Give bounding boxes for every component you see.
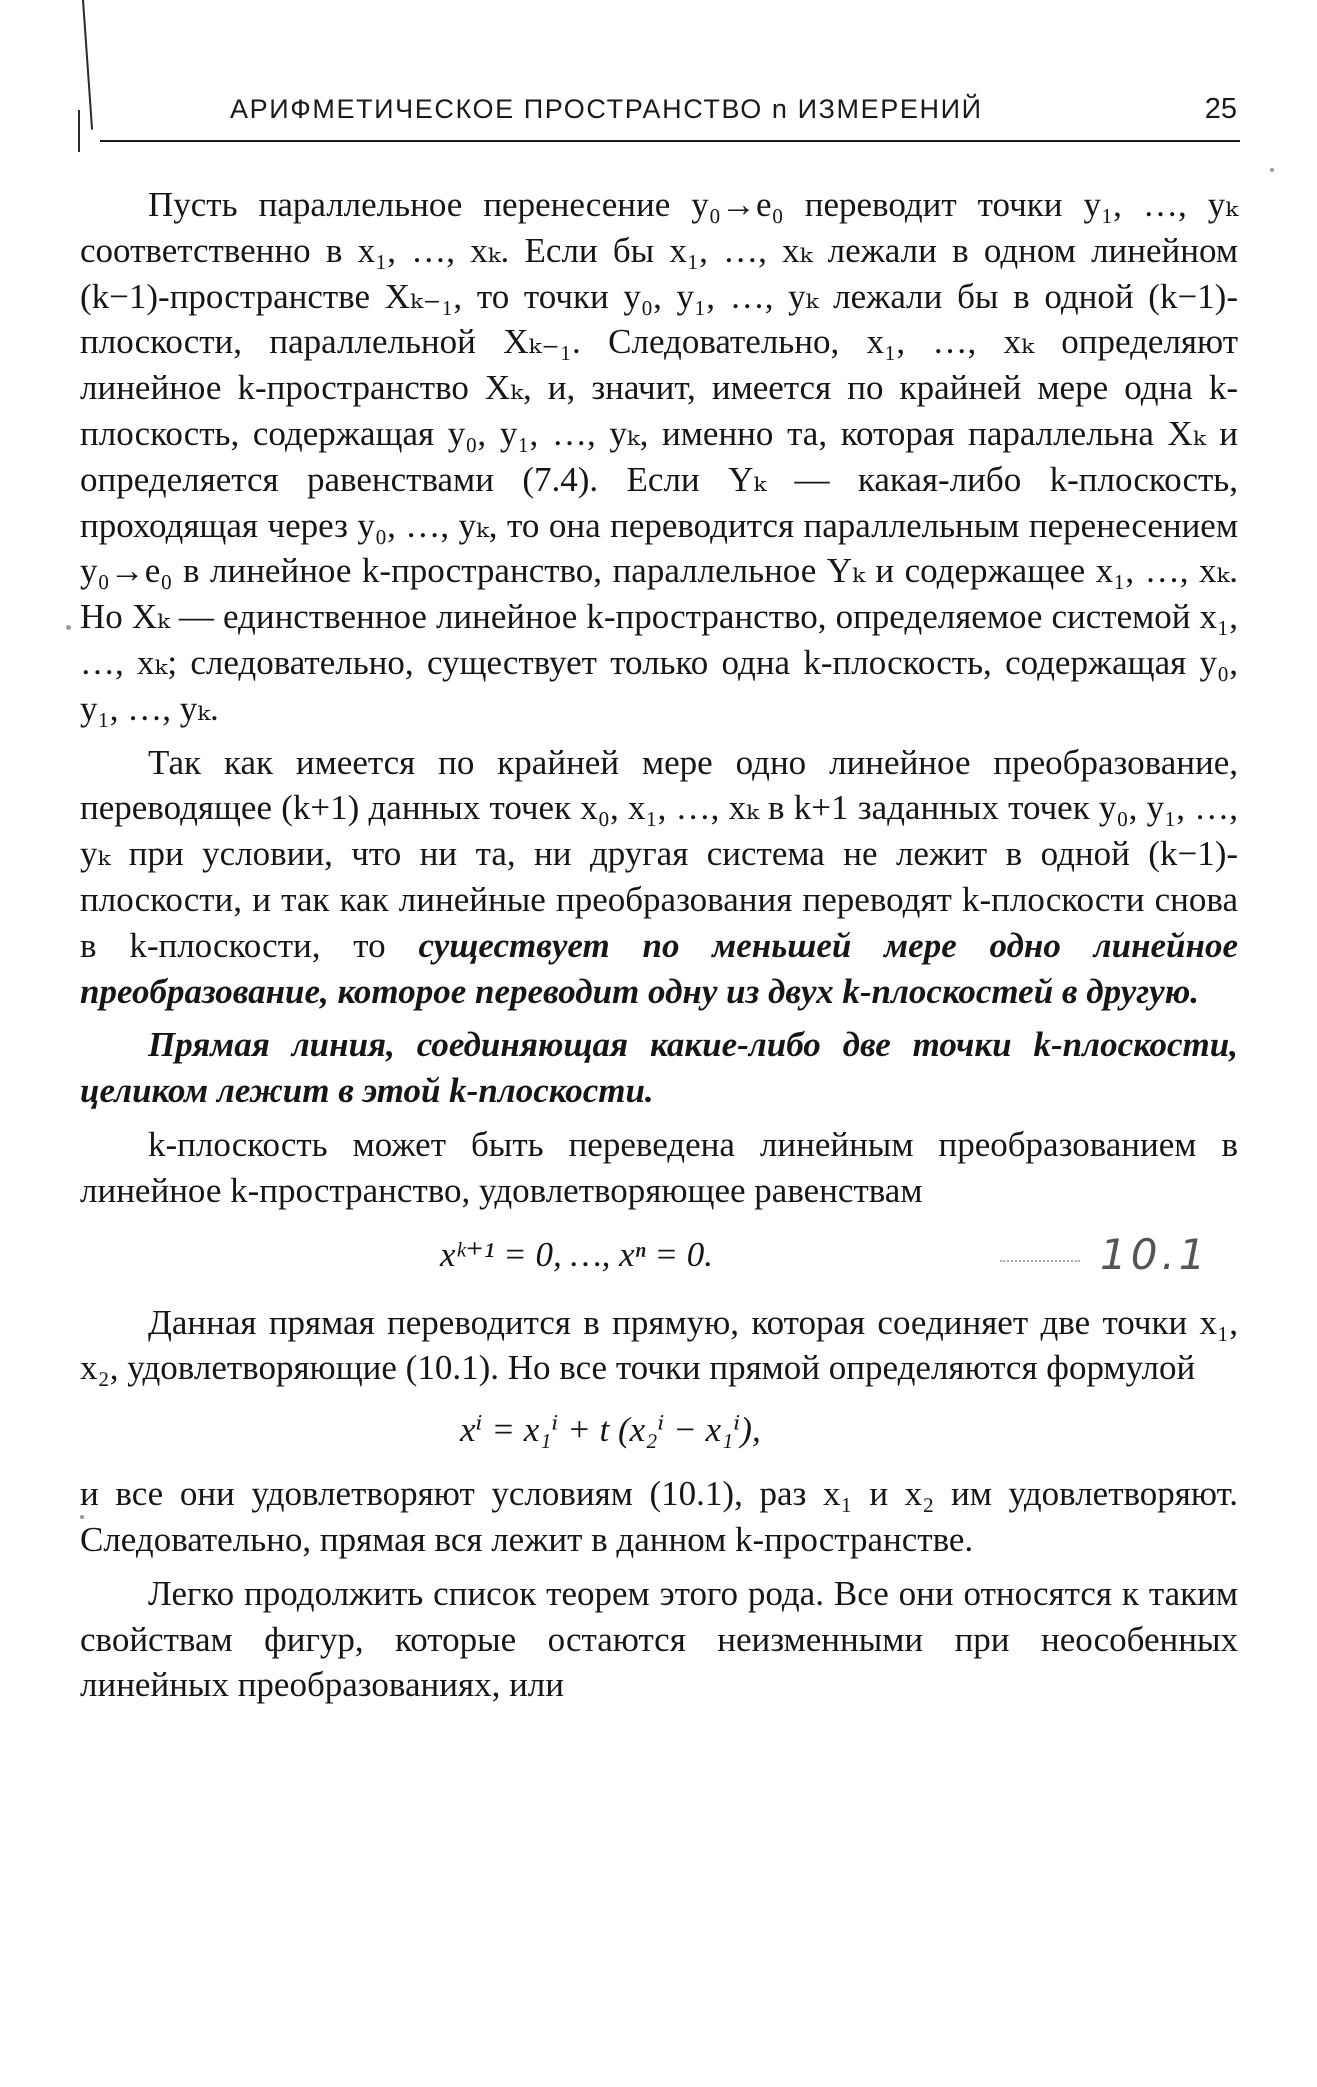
formula-10-1-expression: xᵏ⁺¹ = 0, …, xⁿ = 0. xyxy=(440,1234,714,1274)
paragraph-5: Данная прямая переводится в прямую, которая соединяет две точки x₁, x₂, удовлетворяющие (10.1). Но все точки прямой определяются формулой xyxy=(80,1302,1238,1388)
print-speck xyxy=(1270,168,1274,172)
formula-line-expression: xⁱ = x₁ⁱ + t (x₂ⁱ − x₁ⁱ), xyxy=(460,1410,761,1450)
paragraph-1: Пусть параллельное перенесение y₀→e₀ переводит точки y₁, …, yₖ соответственно в x₁, …, xₖ. Если бы x₁, …, xₖ лежали в одном линейном (k−1)-пространстве Xₖ₋₁, то точки y₀, y₁, …, yₖ лежали бы в одной (k−1)-плоскости, параллельной Xₖ₋₁. Следовательно, x₁, …, xₖ определяют линейное k-пространство Xₖ, и, значит, имеется по крайней мере одна k-плоскость, содержащая y₀, y₁, …, yₖ, именно та, которая параллельна Xₖ и определяется равенствами (7.4). Если Yₖ — какая-либо k-плоскость, проходящая через y₀, …, yₖ, то она переводится параллельным перенесением y₀→e₀ в линейное k-пространство, параллельное Yₖ и содержащее x₁, …, xₖ. Но Xₖ — единственное линейное k-пространство, определяемое системой x₁, …, xₖ; следовательно, существует только одна k-плоскость, содержащая y₀, y₁, …, yₖ. xyxy=(80,185,1238,728)
paragraph-4: k-плоскость может быть переведена линейным преобразованием в линейное k-пространство, удовлетворяющее равенствам xyxy=(80,1124,1238,1210)
paragraph-3-theorem: Прямая линия, соединяющая какие-либо две точки k-плоскости, целиком лежит в этой k-плоскости. xyxy=(80,1025,1238,1111)
running-title: АРИФМЕТИЧЕСКОЕ ПРОСТРАНСТВО n ИЗМЕРЕНИЙ xyxy=(230,94,983,124)
paragraph-2-theorem: существует по меньшей мере одно линейное преобразование, которое переводит одну из двух k-плоскостей в другую. xyxy=(80,925,1238,1011)
paragraph-2 xyxy=(80,740,1238,1015)
main-text xyxy=(80,182,1238,1708)
paragraph-7: Легко продолжить список теорем этого рода. Все они относятся к таким свойствам фигур, которые остаются неизменными при неособенных линейных преобразованиях, или xyxy=(80,1573,1238,1705)
formula-line xyxy=(80,1397,1238,1461)
paragraph-6: и все они удовлетворяют условиям (10.1), раз x₁ и x₂ им удовлетворяют. Следовательно, прямая вся лежит в данном k-пространстве. xyxy=(80,1474,1238,1559)
print-speck xyxy=(80,1515,84,1519)
running-header xyxy=(230,93,1237,133)
paragraph-2-regular: Так как имеется по крайней мере одно линейное преобразование, переводящее (k+1) данных точек x₀, x₁, …, xₖ в k+1 заданных точек y₀, y₁, …, yₖ при условии, что ни та, ни другая система не лежит в одной (k−1)-плоскости, и так как линейные преобразования переводят k-плоскости снова в k-плоскости, то xyxy=(80,742,1238,965)
handwritten-annotation: 10.1 xyxy=(1100,1229,1210,1279)
page-number: 25 xyxy=(1204,93,1237,125)
page-edge-line xyxy=(82,0,93,130)
page-edge-line-lower xyxy=(78,110,80,152)
leader-dots xyxy=(1000,1260,1080,1262)
print-speck xyxy=(66,625,71,630)
header-rule xyxy=(100,140,1240,142)
formula-10-1 xyxy=(80,1220,1238,1290)
